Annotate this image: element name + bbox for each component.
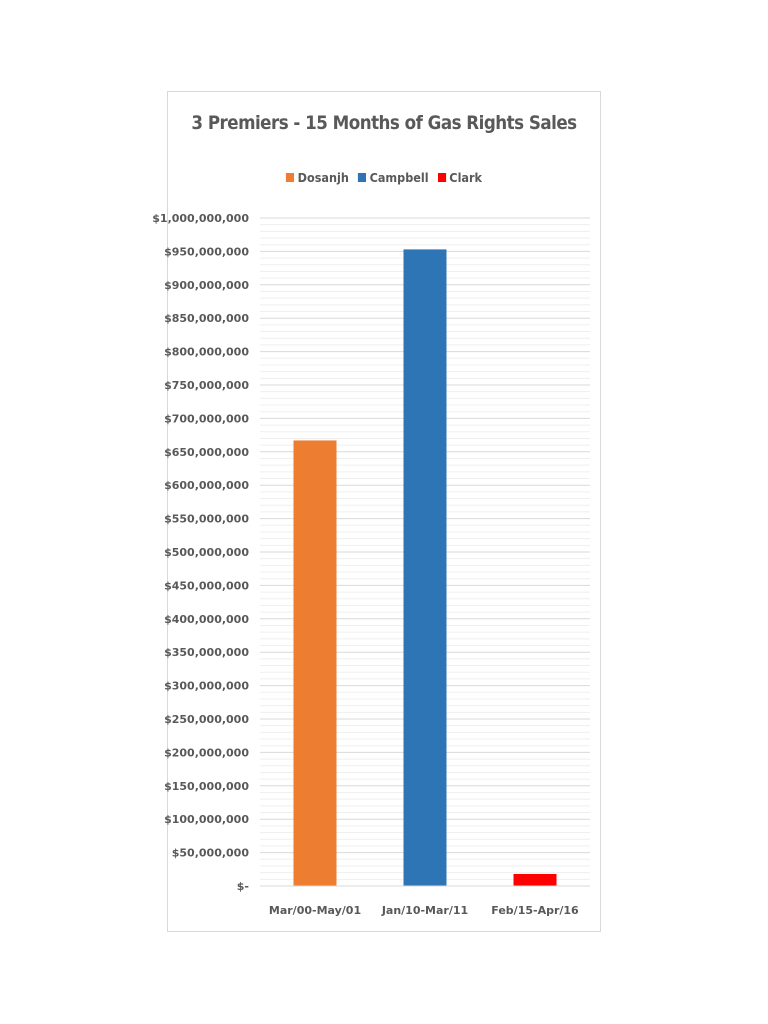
x-tick-label: Feb/15-Apr/16 [491, 904, 579, 917]
y-tick-label: $900,000,000 [164, 278, 249, 292]
y-tick-label: $350,000,000 [164, 646, 249, 660]
y-tick-label: $550,000,000 [164, 512, 249, 526]
y-tick-label: $950,000,000 [164, 245, 249, 259]
y-tick-label: $150,000,000 [164, 779, 249, 793]
y-tick-label: $750,000,000 [164, 379, 249, 392]
y-tick-label: $50,000,000 [171, 846, 249, 860]
y-tick-label: $650,000,000 [164, 445, 249, 459]
y-tick-label: $800,000,000 [164, 345, 249, 359]
y-tick-label: $450,000,000 [164, 579, 249, 593]
y-tick-label: $- [236, 880, 249, 893]
x-tick-label: Jan/10-Mar/11 [381, 904, 469, 917]
chart-title: 3 Premiers - 15 Months of Gas Rights Sales [191, 112, 577, 134]
legend-label-dosanjh: Dosanjh [297, 170, 349, 185]
legend-label-clark: Clark [449, 170, 483, 185]
y-tick-label: $400,000,000 [164, 612, 249, 626]
bar-campbell [404, 249, 447, 886]
y-tick-label: $1,000,000,000 [152, 212, 249, 225]
bar-dosanjh [294, 440, 337, 886]
x-tick-label: Mar/00-May/01 [268, 904, 362, 917]
legend-label-campbell: Campbell [369, 170, 429, 185]
y-tick-label: $250,000,000 [164, 713, 249, 726]
y-tick-label: $500,000,000 [164, 546, 249, 559]
y-tick-label: $600,000,000 [164, 479, 249, 493]
bar-clark [514, 874, 557, 886]
y-tick-label: $200,000,000 [164, 746, 249, 760]
y-tick-label: $100,000,000 [164, 813, 249, 827]
y-tick-label: $850,000,000 [164, 312, 249, 326]
y-tick-label: $700,000,000 [164, 412, 249, 426]
y-tick-label: $300,000,000 [164, 679, 249, 693]
